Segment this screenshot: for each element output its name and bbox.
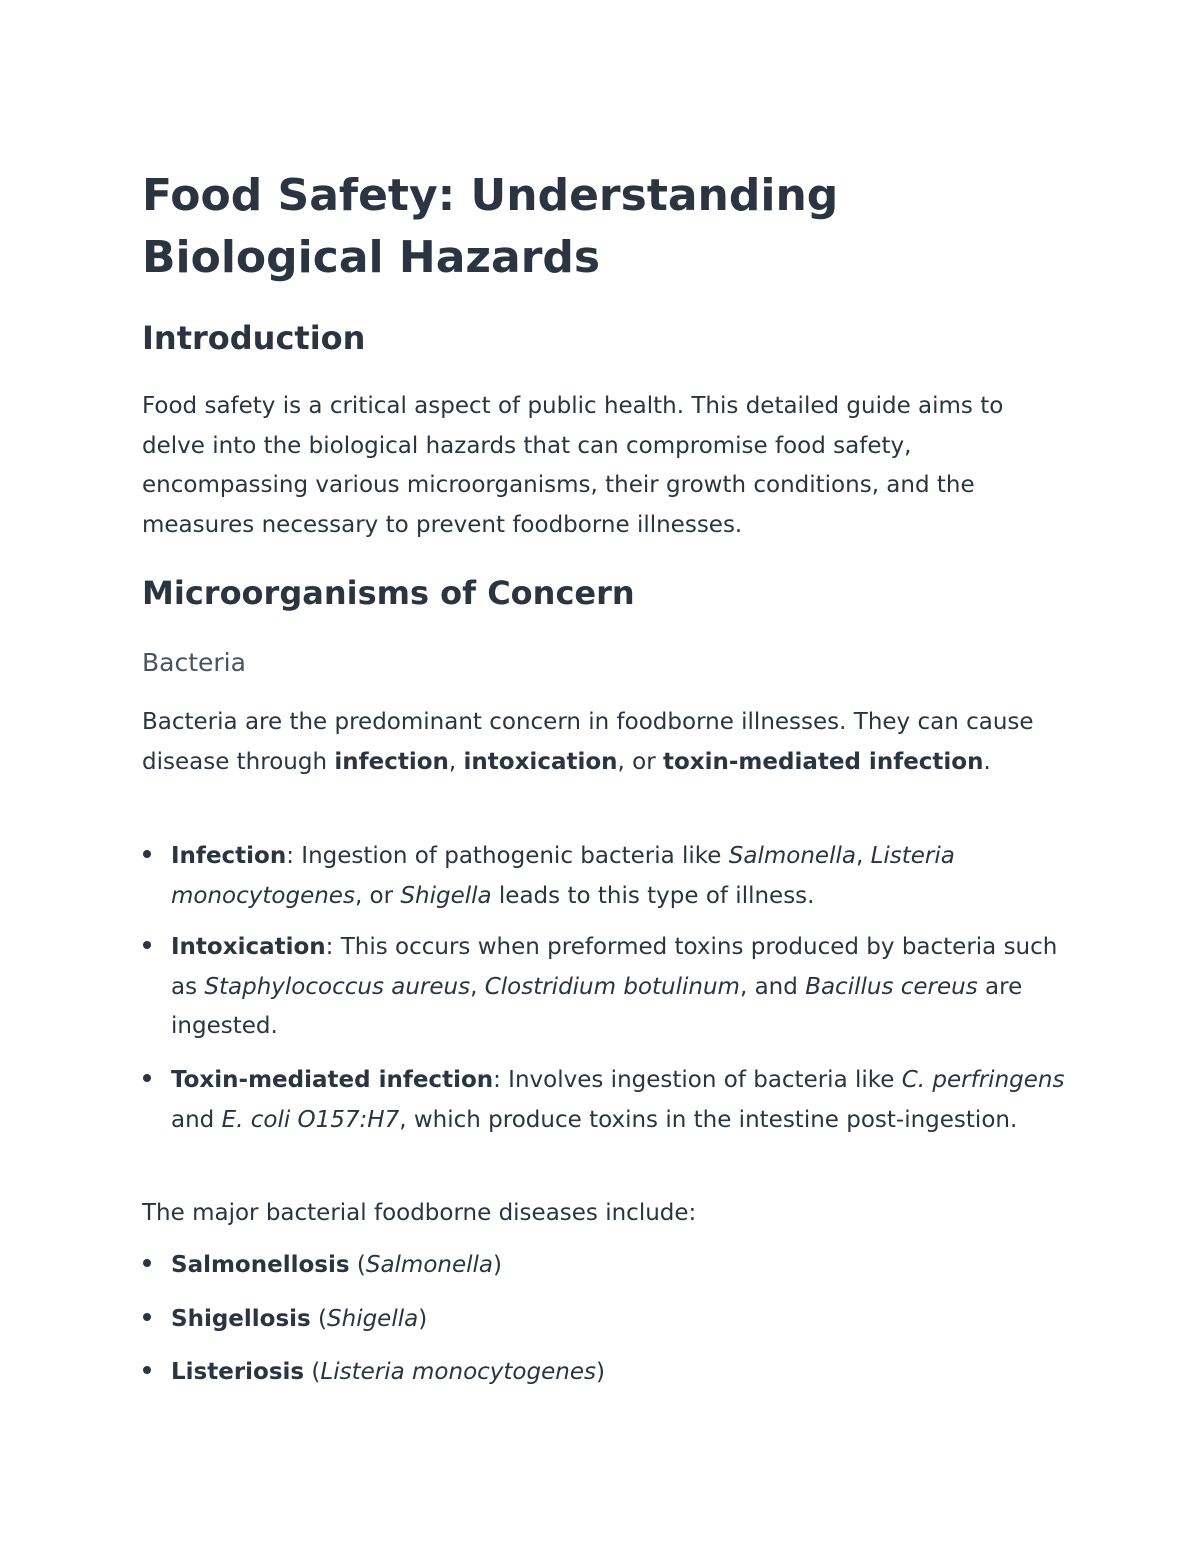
bacteria-intro-paragraph xyxy=(142,703,1067,782)
diseases-intro-paragraph: The major bacterial foodborne diseases include: xyxy=(142,1200,697,1226)
list-item-disease xyxy=(142,1300,1072,1340)
list-item-text xyxy=(171,1353,1066,1393)
text-run: : Involves ingestion of bacteria like xyxy=(493,1067,902,1093)
bullet-icon xyxy=(143,1259,151,1267)
bacteria-heading: Bacteria xyxy=(142,648,246,677)
bullet-icon xyxy=(143,1366,151,1374)
text-run: : Ingestion of pathogenic bacteria like xyxy=(286,843,729,869)
bullet-icon xyxy=(143,1074,151,1082)
organism-name: Staphylococcus aureus xyxy=(204,973,471,1000)
list-item-intoxication xyxy=(142,928,1072,1047)
text-run: , xyxy=(470,973,485,1000)
disease-name: Listeriosis xyxy=(171,1359,305,1385)
list-item-text xyxy=(171,928,1066,1047)
organism-name: Listeria monocytogenes xyxy=(171,843,955,909)
term-intoxication: intoxication xyxy=(463,748,618,775)
list-item-infection xyxy=(142,837,1072,916)
text-run: ) xyxy=(418,1306,428,1332)
text-run: , and xyxy=(739,973,806,1000)
organism-name: Shigella xyxy=(327,1306,419,1332)
text-run: , which produce toxins in the intestine post-ingestion. xyxy=(399,1106,1018,1133)
text-run: are ingested. xyxy=(171,973,1023,1039)
text-run: ( xyxy=(304,1359,321,1385)
text-run: ( xyxy=(349,1252,366,1278)
introduction-paragraph: Food safety is a critical aspect of public health. This detailed guide aims to delve into the biological hazards that can compromise food safety, encompassing various microorganisms, their growth conditions, and the measures necessary to prevent foodborne illnesses. xyxy=(142,393,1004,538)
organism-name: Salmonella xyxy=(365,1252,494,1278)
list-item-disease xyxy=(142,1353,1072,1393)
disease-name: Shigellosis xyxy=(171,1306,311,1332)
page-title: Food Safety: Understanding Biological Hazards xyxy=(142,170,839,283)
introduction-heading: Introduction xyxy=(142,319,366,357)
list-item-term: Toxin-mediated infection xyxy=(171,1067,494,1093)
list-item-term: Intoxication xyxy=(171,934,326,960)
list-item-text xyxy=(171,1300,1066,1340)
list-item-text xyxy=(171,1061,1066,1140)
text-run: ) xyxy=(595,1359,605,1385)
list-item-toxin-mediated-infection xyxy=(142,1061,1072,1140)
list-item-term: Infection xyxy=(171,843,287,869)
organism-name: Listeria monocytogenes xyxy=(320,1359,596,1385)
text-run: , xyxy=(855,843,871,869)
text-run: , or xyxy=(354,882,401,909)
text-run: , xyxy=(448,748,464,775)
text-run: leads to this type of illness. xyxy=(491,882,815,909)
list-item-disease xyxy=(142,1246,1072,1286)
text-run: and xyxy=(171,1106,222,1133)
organism-name: Clostridium botulinum xyxy=(484,973,740,1000)
disease-name: Salmonellosis xyxy=(171,1252,350,1278)
text-run: : This occurs when preformed toxins produced by bacteria such as xyxy=(171,934,1058,1000)
text-run: ) xyxy=(493,1252,502,1278)
organism-name: Salmonella xyxy=(728,843,856,869)
term-toxin-mediated-infection: toxin-mediated infection xyxy=(663,748,984,775)
list-item-text xyxy=(171,837,1066,916)
organism-name: C. perfringens xyxy=(901,1067,1065,1093)
text-run: ( xyxy=(310,1306,328,1332)
term-infection: infection xyxy=(334,748,449,775)
organism-name: Shigella xyxy=(400,882,492,909)
text-run: , or xyxy=(617,748,663,775)
list-item-text xyxy=(171,1246,1066,1286)
microorganisms-heading: Microorganisms of Concern xyxy=(142,574,635,612)
bullet-icon xyxy=(143,1313,151,1321)
organism-name: Bacillus cereus xyxy=(805,973,978,1000)
text-run: Bacteria are the predominant concern in foodborne illnesses. They can cause disease through xyxy=(142,709,1034,775)
text-run: . xyxy=(983,748,991,775)
bullet-icon xyxy=(143,941,151,949)
bullet-icon xyxy=(143,850,151,858)
organism-name: E. coli O157:H7 xyxy=(221,1106,400,1133)
